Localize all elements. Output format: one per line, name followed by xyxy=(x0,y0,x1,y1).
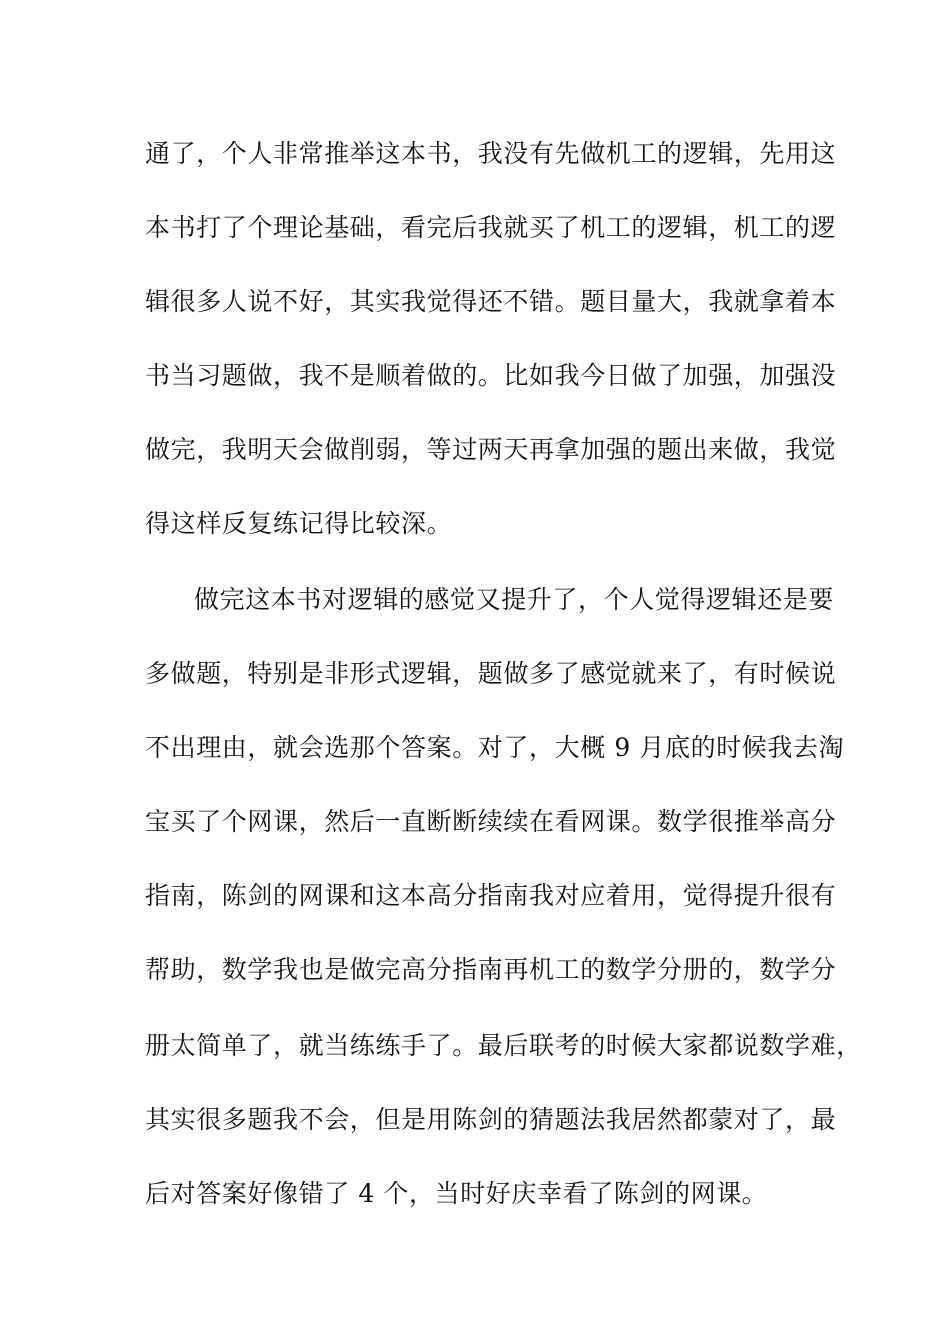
text-line: 通了，个人非常推举这本书，我没有先做机工的逻辑，先用这 xyxy=(145,139,837,168)
text-line: 本书打了个理论基础，看完后我就买了机工的逻辑，机工的逻 xyxy=(145,213,837,242)
text-line: 辑很多人说不好，其实我觉得还不错。题目量大，我就拿着本 xyxy=(145,287,837,316)
paragraph-first-line: 做完这本书对逻辑的感觉又提升了，个人觉得逻辑还是要 xyxy=(194,585,835,614)
text-line: 不出理由，就会选那个答案。对了，大概 9 月底的时候我去淘 xyxy=(145,733,845,762)
text-line: 帮助，数学我也是做完高分指南再机工的数学分册的，数学分 xyxy=(145,955,837,984)
text-line: 做完，我明天会做削弱，等过两天再拿加强的题出来做，我觉 xyxy=(145,435,837,464)
text-line: 得这样反复练记得比较深。 xyxy=(145,509,453,538)
text-line: 宝买了个网课，然后一直断断续续在看网课。数学很推举高分 xyxy=(145,807,837,836)
text-line: 指南，陈剑的网课和这本高分指南我对应着用，觉得提升很有 xyxy=(145,881,837,910)
text-line: 其实很多题我不会，但是用陈剑的猜题法我居然都蒙对了，最 xyxy=(145,1105,837,1134)
text-line: 后对答案好像错了 4 个，当时好庆幸看了陈剑的网课。 xyxy=(145,1179,768,1208)
text-line: 册太简单了，就当练练手了。最后联考的时候大家都说数学难， xyxy=(145,1031,862,1060)
text-line: 书当习题做，我不是顺着做的。比如我今日做了加强，加强没 xyxy=(145,361,837,390)
text-line: 多做题，特别是非形式逻辑，题做多了感觉就来了，有时候说 xyxy=(145,659,837,688)
